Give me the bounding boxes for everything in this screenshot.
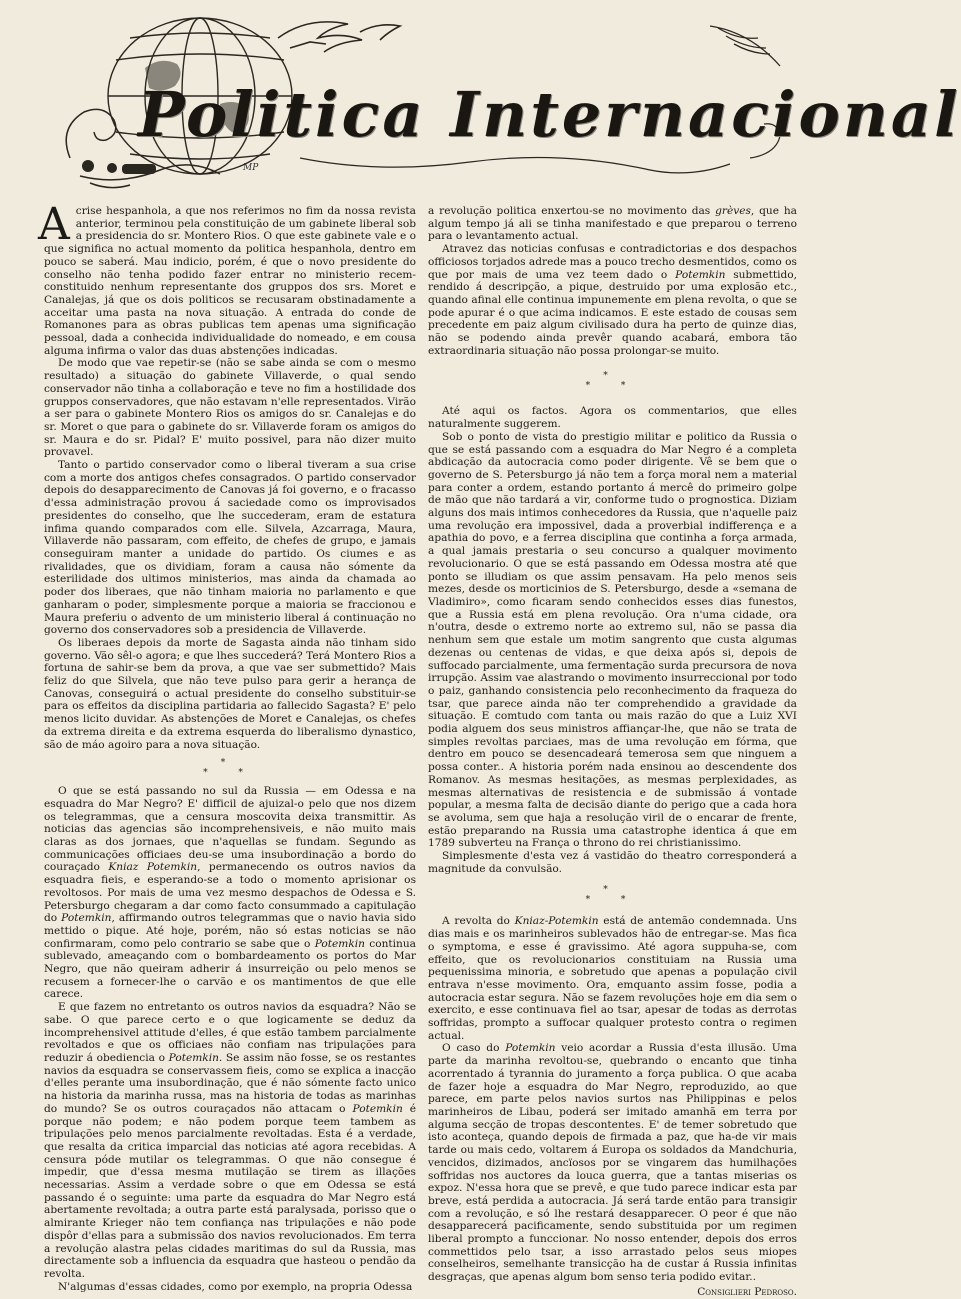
section-separator: * * *	[203, 758, 257, 779]
section-separator: * * *	[585, 885, 640, 906]
paragraph: A revolta do Kniaz-Potemkin está de antemão condemnada. Uns dias mais e os marinheiros sublevados hão de entregar-se. Mas fica o symptoma, e esse é gravissimo. Até agora suppuha-se, com effeito, que os revolucionarios constituiam na Russia uma pequenissima minoria, e sobretudo que apenas a população civil entrava n'esse movimento. Ora, emquanto assim fosse, podia a autocracia estar segura. Não se fazem revoluções hoje em dia sem o exercito, e esse continuava fiel ao tsar, apesar de todas as derrotas soffridas, prompto a suffocar qualquer protesto contra o regimen actual.	[428, 915, 797, 1042]
paragraph: Acrise hespanhola, a que nos referimos no fim da nossa revista anterior, terminou pela constituição de um gabinete liberal sob a presidencia do sr. Montero Rios. O que este gabinete vale e o que significa no actual momento da politica hespanhola, dentro em pouco se saberá. Mau indicio, porém, é que o novo presidente do conselho não tenha podido fazer entrar no ministerio recem-constituido nenhum representante dos gruppos dos srs. Moret e Canalejas, já que os dois politicos se recusaram obstinadamente a acceitar uma pasta na nova situação. A entrada do conde de Romanones para as obras publicas tem apenas uma significação pessoal, dada a conhecida individualidade do nomeado, e em cousa alguma infirma o valor das duas abstenções indicadas.	[38, 199, 416, 357]
quill-icon	[710, 26, 780, 66]
paragraph: Os liberaes depois da morte de Sagasta ainda não tinham sido governo. Vão sêl-o agora; e que lhes succederá? Terá Montero Rios a fortuna de sahir-se bem da prova, a que vae ser submettido? Mais feliz do que Silvela, que não teve pulso para gerir a herança de Canovas, conseguirá o actual presidente do conselho substituir-se para os effeitos da disciplina partidaria ao fallecido Sagasta? E' pelo menos licito duvidar. As abstenções de Moret e Canalejas, os chefes da extrema direita e da extrema esquerda do liberalismo dynastico, são de máo agoiro para a nova situação.	[44, 636, 416, 751]
paragraph: O que se está passando no sul da Russia — em Odessa e na esquadra do Mar Negro? E' difficil de ajuizal-o pelo que nos dizem os telegrammas, que a censura moscovita deixa transmittir. As noticias das agencias são incomprehensiveis, e não muito mais claras as dos jornaes, que n'aquellas se fundam. Segundo as communicações officiaes deu-se uma insubordinação a bordo do couraçado Kniaz Potemkin, permanecendo os outros navios da esquadra fieis, e esperando-se a todo o momento aprisionar os revoltosos. Por mais de uma vez mesmo despachos de Odessa e S. Petersburgo chegaram a dar como facto consummado a capitulação do Potemkin, affirmando outros telegrammas que o navio havia sido mettido o pique. Até hoje, porém, não só estas noticias se não confirmaram, como pelo contrario se sabe que o Potemkin continua sublevado, ameaçando com o bombardeamento os portos do Mar Negro, que não queiram adherir á insurreição ou pelo menos se recusem a fornecer-lhe o carvão e os mantimentos de que elle carece.	[44, 785, 417, 1001]
paragraph: De modo que vae repetir-se (não se sabe ainda se com o mesmo resultado) a situação do gabinete Villaverde, o qual sendo conservador não tinha a collaboração e teve no fim a hostilidade dos gruppos conservadores, que não estavam n'elle representados. Virão a ser para o gabinete Montero Rios os amigos do sr. Canalejas e do sr. Moret o que para o gabinete do sr. Villaverde foram os amigos do sr. Maura e do sr. Pidal? E' muito possivel, para não dizer muito provavel.	[44, 357, 416, 459]
section-separator: * * *	[585, 371, 640, 392]
drop-cap: A	[38, 199, 70, 250]
paragraph: Sob o ponto de vista do prestigio militar e politico da Russia o que se está passando com a esquadra do Mar Negro é a completa abdicação da autocracia como poder dirigente. Vê se bem que o governo de S. Petersburgo já não tem a força moral nem a material para conter a ordem, estando portanto á mercê do primeiro golpe de mão que não tardará a vir, conforme tudo o prognostica. Diziam alguns dos mais intimos conhecedores da Russia, que n'aquelle paiz uma revolução era impossivel, dada a proverbial indifferença e a apathia do povo, e a ferrea disciplina que continha a força armada, a qual jamais prestaria o seu concurso a qualquer movimento revolucionario. O que se está passando em Odessa mostra até que ponto se illudiam os que assim pensavam. Ha pelo menos seis mezes, desde os morticinios de S. Petersburgo, desde a «semana de Vladimiro», como ficaram sendo conhecidos esses dias funestos, que a Russia está em plena revolução. Ora n'uma cidade, ora n'outra, desde o extremo norte ao extremo sul, não se passa dia nenhum sem que estale um motim sangrento que custa algumas dezenas ou centenas de vidas, e que deixa após si, depois de suffocado parcialmente, uma fermentação surda precursora de nova irrupção. Assim vae alastrando o movimento insurreccional por todo o paiz, ganhando consistencia pelo reconhecimento da fraqueza do tsar, que parece ainda não ter comprehendido a gravidade da situação. E comtudo com tanta ou mais razão do que a Luiz XVI podia alguem dos seus ministros affiançar-lhe, que não se trata de simples revoltas parciaes, mas de uma revolução em fórma, que dentro em pouco se desencadeará temerosa sem que ninguem a possa conter.. A historia porém nada ensinou ao descendente dos Romanov. As mesmas hesitações, as mesmas perplexidades, as mesmas alternativas de resistencia e de submissão á vontade popular, a mesma falta de decisão diante do perigo que a cada hora se avoluma, sem que haja a resolução viril de o encarar de frente, estão preparando na Russia uma catastrophe identica á que em 1789 subverteu na França o throno do rei christianissimo.	[428, 430, 797, 850]
paragraph: Tanto o partido conservador como o liberal tiveram a sua crise com a morte dos antigos chefes consagrados. O partido conservador depois do desapparecimento de Canovas já foi governo, e o fracasso d'essa administração provou á saciedade como os improvisados presidentes do conselho, que lhe succederam, eram de estatura infima quando comparados com elle. Silvela, Azcarraga, Maura, Villaverde não passaram, com effeito, de chefes de grupo, e jamais conseguiram manter a unidade do partido. Os ciumes e as rivalidades, que os dividiam, foram a causa não sómente da esterilidade dos ultimos ministerios, mas ainda da chamada ao poder dos liberaes, que não tinham maioria no parlamento e que ganharam o poder, simplesmente porque a maioria se fraccionou e Maura preferiu o advento de um ministerio liberal á continuação no governo dos conservadores sob a presidencia de Villaverde.	[44, 459, 416, 637]
masthead	[50, 8, 961, 193]
artist-monogram: MP	[243, 163, 259, 173]
paragraph: Simplesmente d'esta vez á vastidão do theatro corresponderá a magnitude da convulsão.	[428, 850, 797, 875]
eagle-wings-icon	[278, 22, 400, 52]
paragraph: a revolução politica enxertou-se no movimento das grèves, que ha algum tempo já ali se tinha manifestado e que preparou o terreno para o levantamento actual.	[428, 205, 797, 243]
author-signature: Consiglieri Pedroso.	[697, 1285, 797, 1298]
paragraph: E que fazem no entretanto os outros navios da esquadra? Não se sabe. O que parece certo e o que logicamente se deduz da incomprehensivel attitude d'elles, é que estão tambem parcialmente revoltados e que os officiaes não confiam nas tripulações para reduzir á obediencia o Potemkin. Se assim não fosse, se os restantes navios da esquadra se conservassem fieis, como se explica a inacção d'elles perante uma insubordinação, que é não sómente facto unico na historia da marinha russa, mas na historia de todas as marinhas do mundo? Se os outros couraçados não attacam o Potemkin é porque não podem; e não podem porque teem tambem as tripulações pelo menos parcialmente revoltadas. Esta é a verdade, que resalta da critica imparcial das noticias até agora recebidas. A censura póde mutilar os telegrammas. O que não consegue é impedir, que d'essa mesma mutilação se tirem as illações necessarias. Assim a verdade sobre o que em Odessa se está passando é o seguinte: uma parte da esquadra do Mar Negro está abertamente revoltada; a outra parte está paralysada, porisso que o almirante Krieger não tem confiança nas tripulações e não pode dispôr d'ellas para a submissão dos navios revolucionados. Em terra a revolução alastra pelas cidades maritimas do sul da Russia, mas directamente sob a influencia da esquadra que hasteou o pendão da revolta.	[44, 1001, 417, 1280]
paragraph: N'algumas d'essas cidades, como por exemplo, na propria Odessa	[58, 1280, 413, 1293]
masthead-title: Politica Internacional	[138, 78, 961, 151]
paragraph: Atravez das noticias confusas e contradictorias e dos despachos officiosos torjados adrede mas a pouco trecho desmentidos, como os que por mais de uma vez teem dado o Potemkin submettido, rendido á descripção, a pique, destruido por uma explosão etc., quando afinal elle continua impunemente em plena revolta, o que se pode apurar é o que acima indicamos. E este estado de cousas sem precedente em paiz algum civilisado dura ha perto de quinze dias, não se podendo ainda prevêr quando acabará, embora tão extraordinaria situação não possa prolongar-se muito.	[428, 243, 798, 357]
figures-ornament-icon	[82, 160, 156, 174]
paragraph: O caso do Potemkin veio acordar a Russia d'esta illusão. Uma parte da marinha revoltou-se, quebrando o encanto que tinha acorrentado á tyrannia do juramento a força publica. O que acaba de fazer hoje a esquadra do Mar Negro, reproduzido, ao que parece, em parte pelos navios surtos nas Philippinas e pelos marinheiros de Libau, poderá ser imitado amanhã em terra por alguma secção de tropas descontentes. E' de temer sobretudo que isto aconteça, quando depois de firmada a paz, que ha-de vir mais tarde ou mais cedo, voltarem á Europa os soldados da Mandchuria, vencidos, dizimados, ancïosos por se vingarem das humilhações soffridas nos auctores da louca guerra, que a tantas miserias os expoz. N'essa hora que se prevê, e que tudo parece indicar esta par breve, está perdida a autocracia. Já será tarde então para transigir com a revolução, e só lhe restará desapparecer. O peor é que não desapparecerá pacificamente, sendo substituida por um regimen liberal prompto a funccionar. No nosso entender, depois dos erros commettidos pelo tsar, a isso arrastado pelos seus miopes conselheiros, semelhante transicção ha de custar á Russia infinitas desgraças, que apenas algum bom senso teria podido evitar..	[428, 1042, 797, 1284]
right-column	[428, 205, 797, 1299]
paragraph: Até aqui os factos. Agora os commentarios, que elles naturalmente suggerem.	[428, 405, 797, 431]
left-column	[38, 199, 417, 1293]
